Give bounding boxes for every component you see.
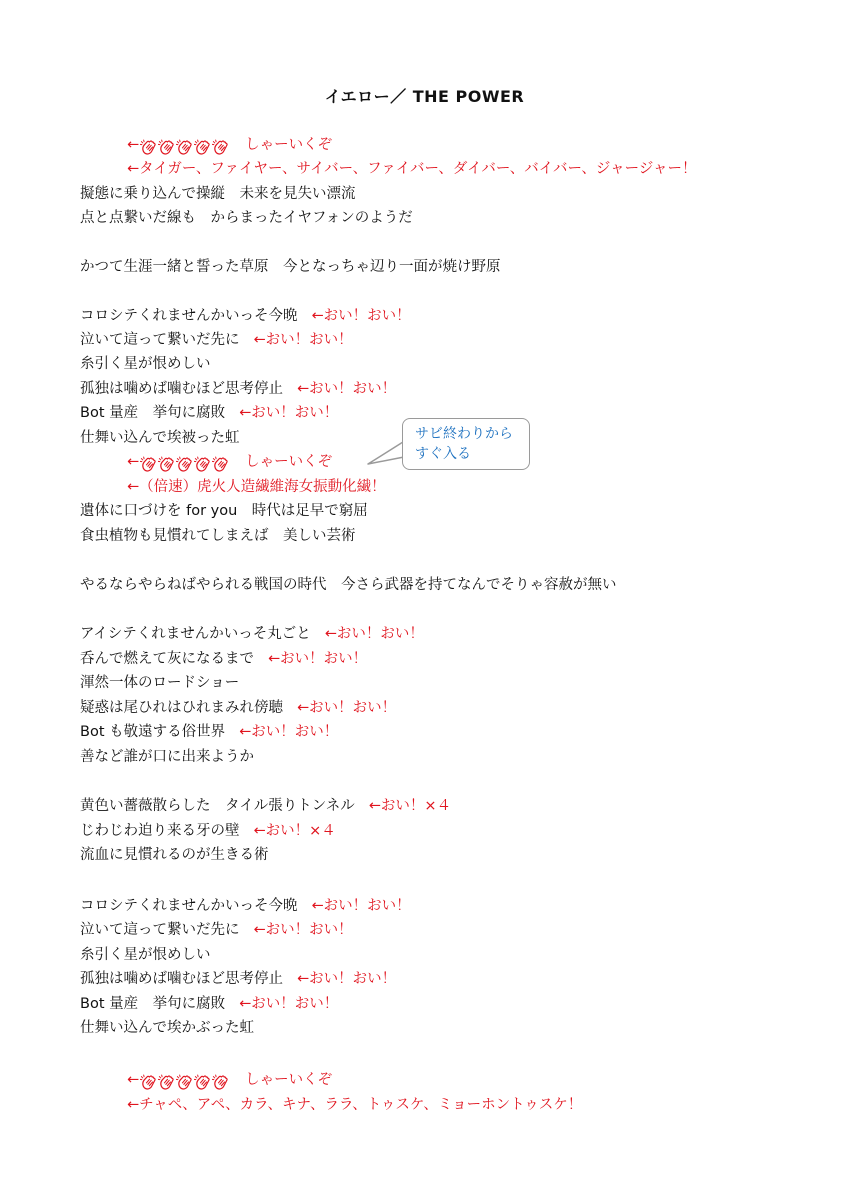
lyric-text: 仕舞い込んで埃かぶった虹 — [80, 1020, 254, 1036]
clapping-hands-icon — [194, 456, 211, 473]
lyric-line — [80, 918, 353, 942]
lyric-line — [80, 720, 338, 744]
lyric-line — [80, 255, 501, 279]
call-text: ←おい！おい！ — [297, 971, 397, 987]
lyric-text: 擬態に乗り込んで操縦 未来を見失い漂流 — [80, 186, 356, 202]
lyric-text: 孤独は噛めば噛むほど思考停止 — [80, 971, 283, 987]
callout-line-2: すぐ入る — [415, 446, 471, 462]
clap-group — [140, 452, 230, 476]
call-text: ← — [127, 137, 140, 153]
lyric-text: 孤独は噛めば噛むほど思考停止 — [80, 381, 283, 397]
call-text: ←（倍速）虎火人造繊維海女振動化繊！ — [127, 479, 386, 495]
lyric-text: 黄色い薔薇散らした タイル張りトンネル — [80, 798, 355, 814]
clapping-hands-icon — [158, 139, 175, 156]
callout-line-1: サビ終わりから — [415, 426, 513, 442]
clapping-hands-icon — [140, 139, 157, 156]
lyric-text: 糸引く星が恨めしい — [80, 947, 211, 963]
clapping-hands-icon — [212, 1074, 229, 1091]
clapping-hands-icon — [158, 1074, 175, 1091]
callout-tail — [366, 440, 406, 466]
clap-group — [140, 135, 230, 159]
lyric-text: Bot 量産 挙句に腐敗 — [80, 996, 226, 1012]
clapping-hands-icon — [176, 139, 193, 156]
call-text: ←おい！おい！ — [253, 922, 353, 938]
call-text: ←おい！おい！ — [297, 381, 397, 397]
lyric-line — [127, 1068, 332, 1092]
lyric-text: 泣いて這って繋いだ先に — [80, 922, 240, 938]
clapping-hands-icon — [140, 456, 157, 473]
lyric-line — [80, 943, 211, 967]
clapping-hands-icon — [194, 1074, 211, 1091]
lyric-line — [80, 992, 338, 1016]
lyric-text: 流血に見慣れるのが生きる術 — [80, 847, 269, 863]
call-text: ←おい！おい！ — [297, 700, 397, 716]
lyric-text: Bot 量産 挙句に腐敗 — [80, 405, 226, 421]
lyric-text: やるならやらねばやられる戦国の時代 今さら武器を持てなんでそりゃ容赦が無い — [80, 577, 617, 593]
clapping-hands-icon — [176, 456, 193, 473]
lyric-text: 点と点繋いだ線も からまったイヤフォンのようだ — [80, 210, 413, 226]
call-text: ←おい！×４ — [253, 823, 336, 839]
lyric-text: 善など誰が口に出来ようか — [80, 749, 254, 765]
lyric-line — [127, 157, 697, 181]
clapping-hands-icon — [158, 456, 175, 473]
call-text: ←おい！おい！ — [239, 996, 339, 1012]
lyric-line — [127, 1093, 582, 1117]
lyric-line — [80, 894, 411, 918]
call-text-2: しゃーいくぞ — [245, 137, 333, 153]
lyric-line — [127, 133, 332, 157]
call-text: ←チャペ、アペ、カラ、キナ、ララ、トゥスケ、ミョーホントゥスケ！ — [127, 1097, 583, 1113]
lyric-text: コロシテくれませんかいっそ今晩 — [80, 898, 298, 914]
lyric-text: アイシテくれませんかいっそ丸ごと — [80, 626, 311, 642]
clap-group — [140, 1070, 230, 1094]
lyric-text: 疑惑は尾ひれはひれまみれ傍聴 — [80, 700, 283, 716]
lyric-line — [80, 328, 353, 352]
lyric-text: コロシテくれませんかいっそ今晩 — [80, 308, 298, 324]
lyric-line — [80, 1016, 254, 1040]
lyric-line — [80, 647, 367, 671]
lyric-line — [80, 499, 368, 523]
clapping-hands-icon — [176, 1074, 193, 1091]
lyric-line — [127, 475, 386, 499]
call-text-2: しゃーいくぞ — [245, 454, 333, 470]
clapping-hands-icon — [212, 456, 229, 473]
clapping-hands-icon — [140, 1074, 157, 1091]
lyric-line — [80, 819, 336, 843]
lyric-text: 仕舞い込んで埃被った虹 — [80, 430, 240, 446]
lyric-line — [80, 524, 356, 548]
call-text: ← — [127, 454, 140, 470]
lyric-text: Bot も敬遠する俗世界 — [80, 724, 226, 740]
lyric-line — [80, 794, 451, 818]
lyric-text: かつて生涯一緒と誓った草原 今となっちゃ辺り一面が焼け野原 — [80, 259, 501, 275]
call-text: ←おい！おい！ — [253, 332, 353, 348]
call-text: ← — [127, 1072, 140, 1088]
call-text: ←おい！おい！ — [311, 308, 411, 324]
call-text: ←タイガー、ファイヤー、サイバー、ファイバー、ダイバー、バイバー、ジャージャー！ — [127, 161, 697, 177]
lyric-text: じわじわ迫り来る牙の壁 — [80, 823, 240, 839]
lyric-line — [80, 352, 211, 376]
lyric-text: 呑んで燃えて灰になるまで — [80, 651, 254, 667]
lyric-line — [80, 182, 356, 206]
lyric-line — [80, 426, 240, 450]
call-text: ←おい！おい！ — [239, 405, 339, 421]
lyric-line — [80, 967, 396, 991]
clapping-hands-icon — [194, 139, 211, 156]
call-text: ←おい！おい！ — [311, 898, 411, 914]
call-text: ←おい！おい！ — [268, 651, 368, 667]
lyric-line — [80, 745, 254, 769]
call-text: ←おい！おい！ — [324, 626, 424, 642]
lyric-line — [127, 450, 332, 474]
lyric-text: 遺体に口づけを for you 時代は足早で窮屈 — [80, 503, 368, 519]
lyric-line — [80, 671, 239, 695]
call-text: ←おい！おい！ — [239, 724, 339, 740]
call-text-2: しゃーいくぞ — [245, 1072, 333, 1088]
lyric-text: 泣いて這って繋いだ先に — [80, 332, 240, 348]
call-text: ←おい！×４ — [368, 798, 452, 814]
lyric-text: 渾然一体のロードショー — [80, 675, 240, 691]
lyric-line — [80, 696, 396, 720]
lyric-line — [80, 573, 617, 597]
lyric-line — [80, 377, 396, 401]
lyric-line — [80, 304, 411, 328]
clapping-hands-icon — [212, 139, 229, 156]
page-title: イエロー／ THE POWER — [324, 87, 525, 106]
lyric-line — [80, 843, 269, 867]
lyric-line — [80, 622, 424, 646]
lyric-line — [80, 206, 413, 230]
lyric-text: 糸引く星が恨めしい — [80, 356, 211, 372]
callout-bubble — [402, 418, 530, 470]
lyric-text: 食虫植物も見慣れてしまえば 美しい芸術 — [80, 528, 356, 544]
lyric-line — [80, 401, 338, 425]
